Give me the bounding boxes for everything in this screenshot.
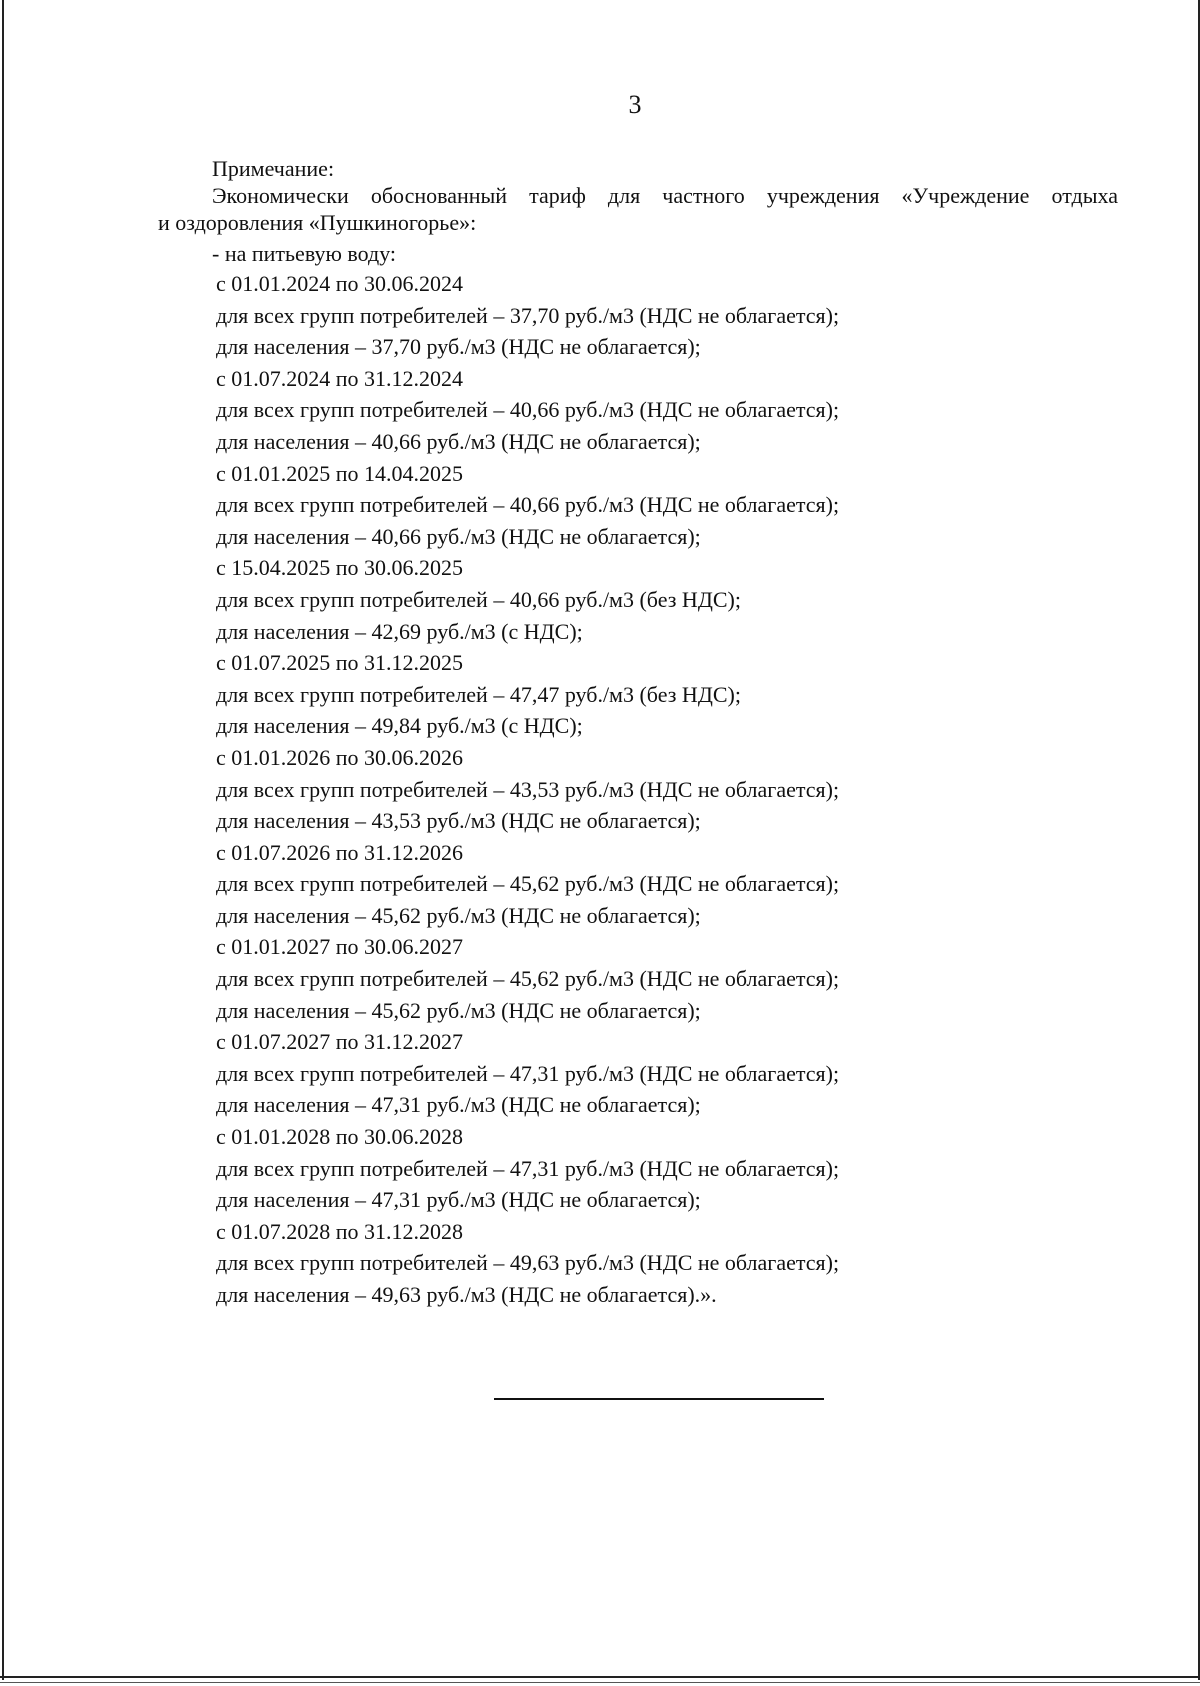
period-all-groups: для всех групп потребителей – 40,66 руб./м3 (НДС не облагается);: [216, 397, 840, 423]
tariff-period: [216, 366, 839, 461]
tariff-periods: [216, 271, 839, 1314]
tariff-period: [216, 745, 839, 840]
period-range: с 01.01.2026 по 30.06.2026: [216, 744, 464, 770]
period-range: с 01.01.2025 по 14.04.2025: [216, 460, 464, 486]
period-range: с 01.01.2024 по 30.06.2024: [216, 271, 464, 296]
intro-line-2: и оздоровления «Пушкиногорье»:: [158, 210, 477, 235]
page-number: 3: [628, 90, 642, 119]
water-label: - на питьевую воду:: [212, 241, 397, 266]
tariff-period: [216, 271, 839, 366]
period-range: с 01.07.2027 по 31.12.2027: [216, 1029, 464, 1055]
intro-line-1: Экономически обоснованный тариф для частного учреждения «Учреждение отдыха: [212, 183, 1118, 208]
tariff-period: [216, 1029, 839, 1124]
tariff-period: [216, 650, 839, 745]
period-all-groups: для всех групп потребителей – 47,31 руб./м3 (НДС не облагается);: [216, 1060, 840, 1086]
period-all-groups: для всех групп потребителей – 47,47 руб./м3 (без НДС);: [216, 681, 741, 707]
period-all-groups: для всех групп потребителей – 45,62 руб./м3 (НДС не облагается);: [216, 966, 840, 992]
period-range: с 01.07.2024 по 31.12.2024: [216, 365, 464, 391]
tariff-period: [216, 840, 839, 935]
period-range: с 01.01.2027 по 30.06.2027: [216, 934, 464, 960]
period-range: с 01.07.2025 по 31.12.2025: [216, 650, 464, 676]
note-label: Примечание:: [212, 156, 335, 181]
scan-edge-left: [2, 0, 4, 1680]
period-all-groups: для всех групп потребителей – 45,62 руб./м3 (НДС не облагается);: [216, 871, 840, 897]
period-all-groups: для всех групп потребителей – 47,31 руб./м3 (НДС не облагается);: [216, 1155, 840, 1181]
period-all-groups: для всех групп потребителей – 40,66 руб./м3 (НДС не облагается);: [216, 492, 840, 518]
period-population: для населения – 49,84 руб./м3 (с НДС);: [216, 713, 583, 739]
end-divider-line: [494, 1398, 824, 1400]
period-population: для населения – 47,31 руб./м3 (НДС не облагается);: [216, 1187, 701, 1213]
period-all-groups: для всех групп потребителей – 40,66 руб./м3 (без НДС);: [216, 586, 741, 612]
period-population: для населения – 45,62 руб./м3 (НДС не облагается);: [216, 902, 701, 928]
scan-edge-bottom: [0, 1676, 1200, 1678]
tariff-period: [216, 934, 839, 1029]
period-population: для населения – 43,53 руб./м3 (НДС не облагается);: [216, 808, 701, 834]
tariff-period: [216, 1219, 839, 1314]
period-all-groups: для всех групп потребителей – 37,70 руб./м3 (НДС не облагается);: [216, 302, 840, 328]
tariff-period: [216, 461, 839, 556]
period-population: для населения – 40,66 руб./м3 (НДС не облагается);: [216, 428, 701, 454]
period-range: с 01.07.2028 по 31.12.2028: [216, 1218, 464, 1244]
period-population: для населения – 47,31 руб./м3 (НДС не облагается);: [216, 1092, 701, 1118]
period-range: с 01.07.2026 по 31.12.2026: [216, 839, 464, 865]
tariff-period: [216, 1124, 839, 1219]
period-range: с 15.04.2025 по 30.06.2025: [216, 555, 464, 581]
period-all-groups: для всех групп потребителей – 49,63 руб./м3 (НДС не облагается);: [216, 1250, 840, 1276]
period-population: для населения – 37,70 руб./м3 (НДС не облагается);: [216, 334, 701, 360]
period-range: с 01.01.2028 по 30.06.2028: [216, 1124, 464, 1150]
period-all-groups: для всех групп потребителей – 43,53 руб./м3 (НДС не облагается);: [216, 776, 840, 802]
period-population: для населения – 45,62 руб./м3 (НДС не облагается);: [216, 997, 701, 1023]
period-population: для населения – 49,63 руб./м3 (НДС не облагается).».: [216, 1282, 717, 1307]
period-population: для населения – 40,66 руб./м3 (НДС не облагается);: [216, 523, 701, 549]
period-population: для населения – 42,69 руб./м3 (с НДС);: [216, 618, 583, 644]
scan-edge-bottom-inner: [0, 1682, 1200, 1683]
tariff-period: [216, 555, 839, 650]
